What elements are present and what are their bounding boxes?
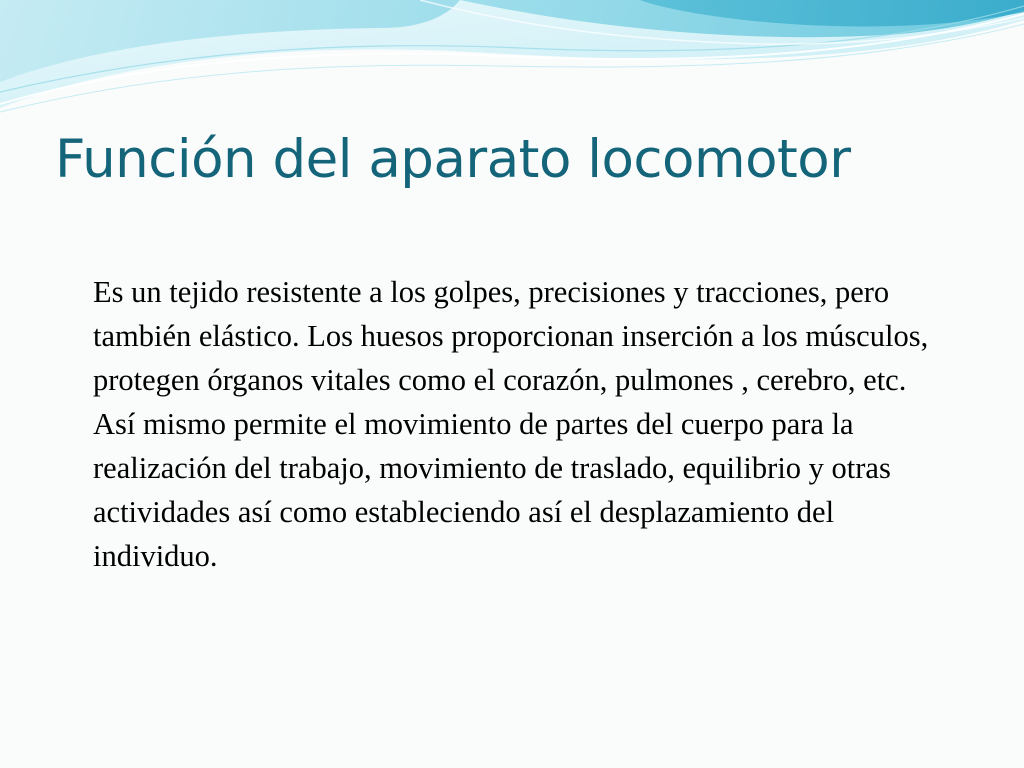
wave-header-decoration xyxy=(0,0,1024,120)
slide-title: Función del aparato locomotor xyxy=(55,129,851,190)
slide-body-text: Es un tejido resistente a los golpes, precisiones y tracciones, pero también elástico. Los huesos proporcionan inserción a los músculos, protegen órganos vitales como el corazón, pulmones , cerebro, etc. Así mismo permite el movimiento de partes del cuerpo para la realización del trabajo, movimiento de traslado, equilibrio y otras actividades así como estableciendo así el desplazamiento del individuo. xyxy=(93,275,929,573)
